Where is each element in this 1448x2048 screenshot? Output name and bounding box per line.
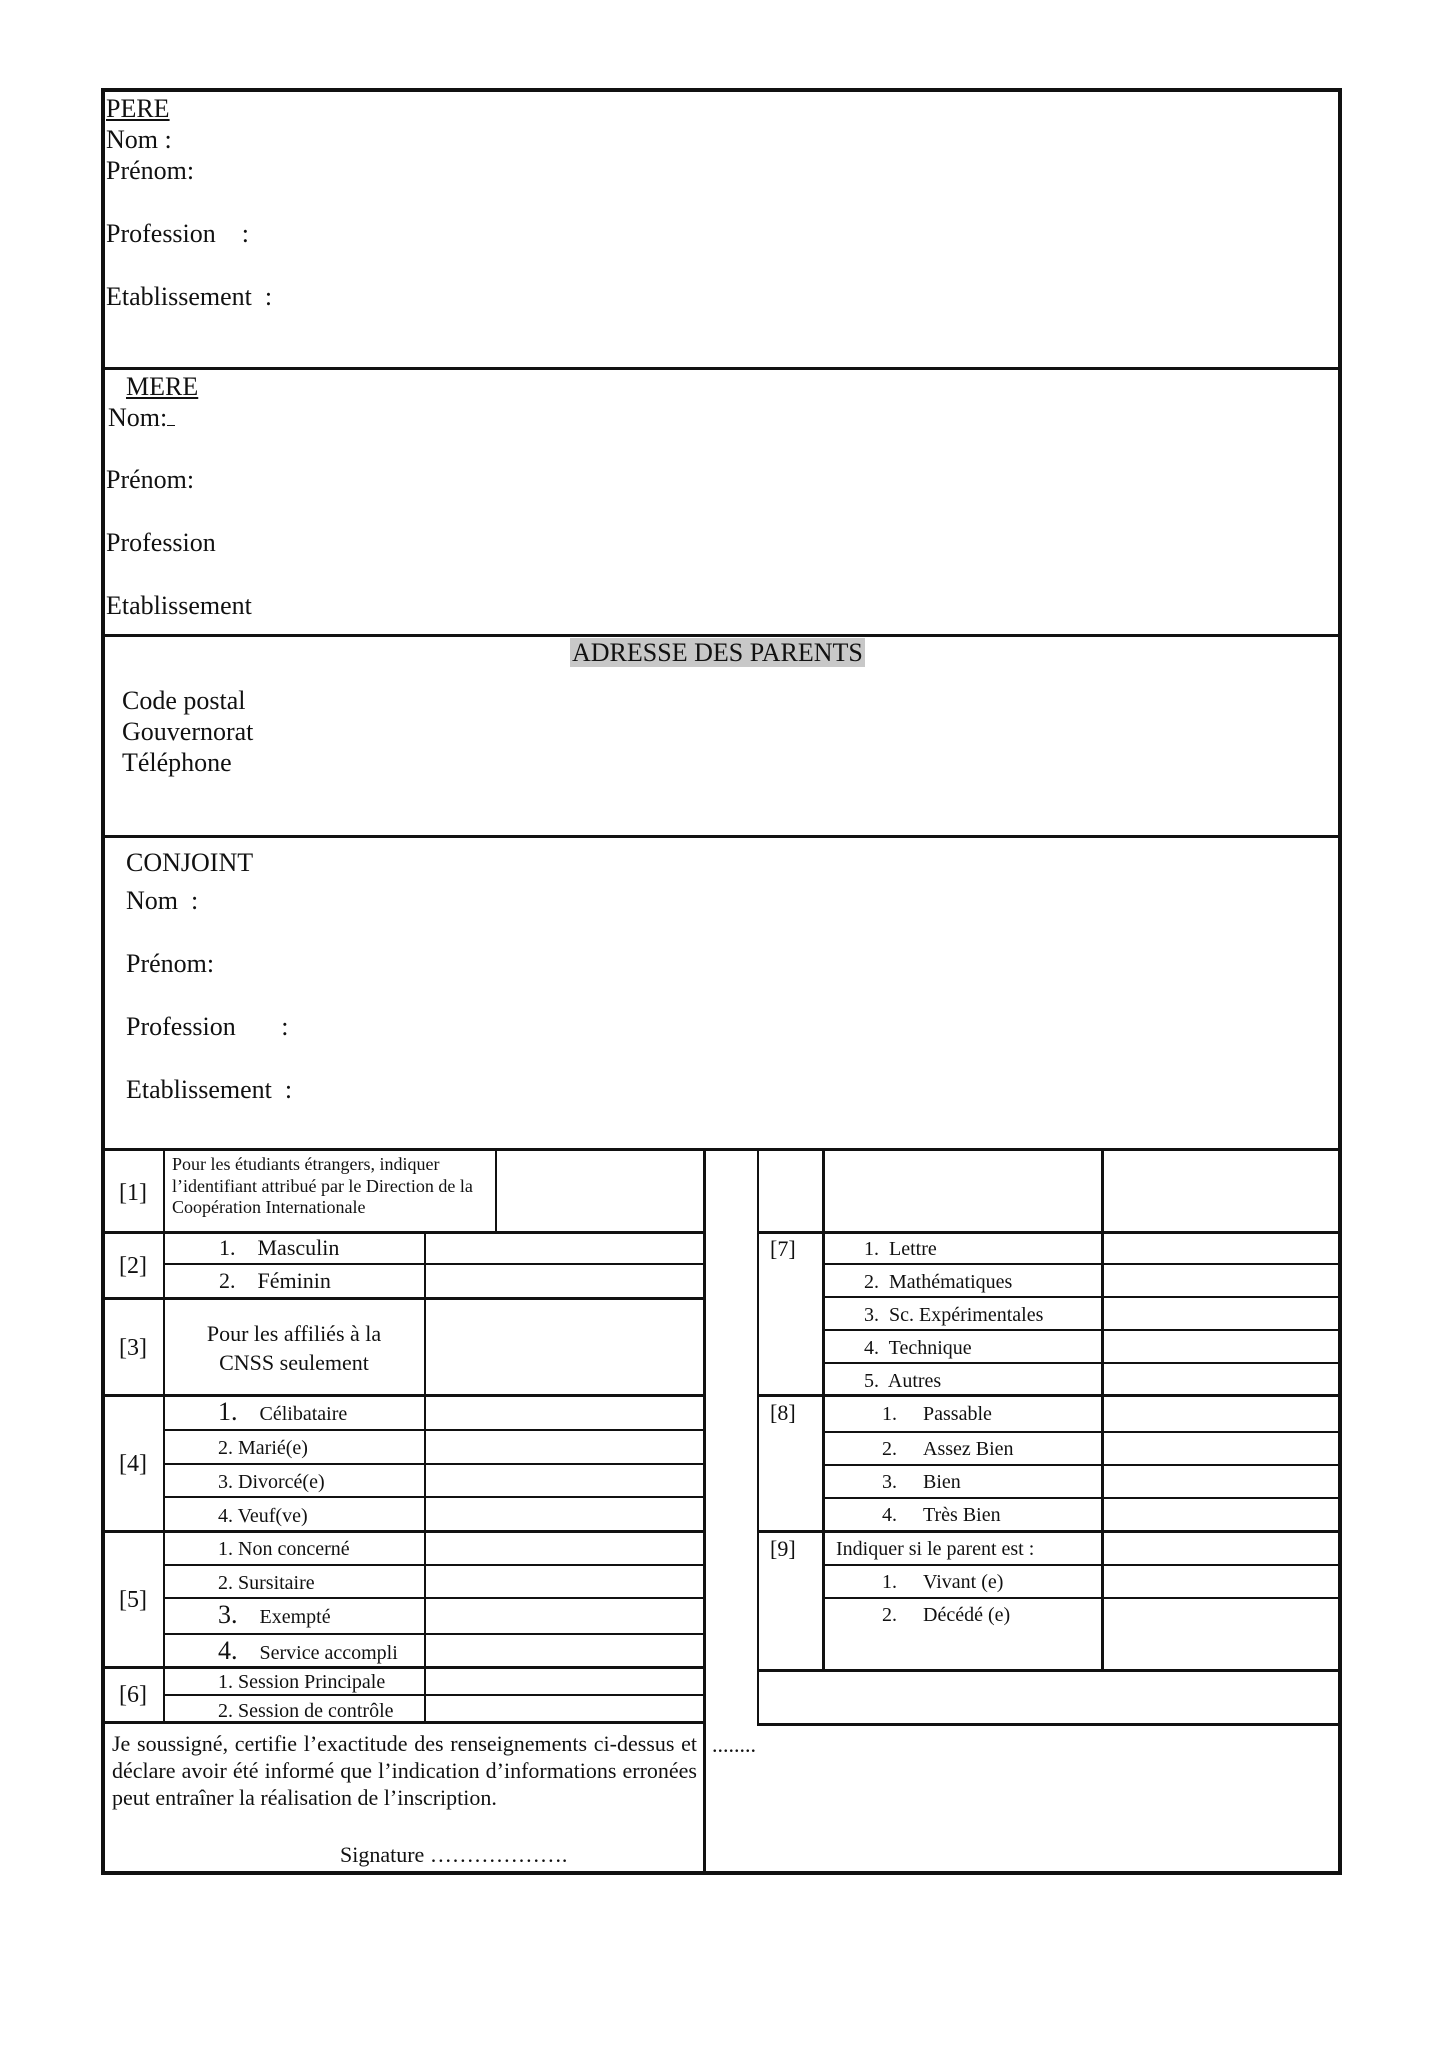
r4-item-marie: 2. Marié(e) (218, 1437, 308, 1459)
section-title-adresse: ADRESSE DES PARENTS (572, 638, 863, 667)
section-title-conjoint: CONJOINT (126, 848, 254, 877)
r4-item-veuf: 4. Veuf(ve) (218, 1505, 308, 1527)
ref-6: [6] (119, 1682, 147, 1708)
ref-1: [1] (119, 1180, 147, 1206)
right-row-border-1 (757, 1231, 1341, 1234)
r8-item-passable: 1. Passable (882, 1403, 992, 1425)
r2-item-masculin: 1. Masculin (219, 1235, 340, 1260)
declaration-right-field[interactable]: ........ (712, 1732, 756, 1757)
r5-item-non-concerne: 1. Non concerné (218, 1538, 350, 1560)
r5-item-service-accompli: 4. Service accompli (218, 1636, 398, 1665)
r6-minor-line (164, 1694, 704, 1696)
r3-text-line2: CNSS seulement (219, 1350, 369, 1375)
frame-bottom (101, 1871, 1342, 1875)
ref-4: [4] (119, 1451, 147, 1477)
r7-minor-line-4 (823, 1362, 1340, 1364)
left-row-border-3 (103, 1394, 705, 1397)
r7-item-technique: 4. Technique (864, 1337, 972, 1359)
right-ref-divider (822, 1150, 825, 1672)
r7-item-mathematiques: 2. Mathématiques (864, 1271, 1013, 1293)
signature-line[interactable]: Signature ………………. (340, 1842, 568, 1867)
ref-3: [3] (119, 1335, 147, 1361)
section-title-pere: PERE (106, 94, 170, 123)
pere-profession-label: Profession : (106, 219, 249, 248)
r4-minor-line-1 (164, 1429, 704, 1431)
conjoint-prenom-label: Prénom: (126, 949, 215, 978)
r7-minor-line-2 (823, 1296, 1340, 1298)
r2-item-feminin: 2. Féminin (219, 1268, 331, 1293)
mere-prenom-label: Prénom: (106, 465, 195, 494)
table-right-bottom-line (757, 1723, 1341, 1726)
frame-top (101, 88, 1341, 92)
r8-minor-line-1 (823, 1431, 1340, 1433)
r5-minor-line-1 (164, 1564, 704, 1566)
adresse-gouvernorat-label: Gouvernorat (122, 717, 254, 746)
left-ref-divider (163, 1150, 165, 1723)
r9-item-vivant: 1. Vivant (e) (882, 1571, 1004, 1593)
r9-item-decede: 2. Décédé (e) (882, 1604, 1011, 1626)
right-inner-divider (1101, 1150, 1104, 1672)
ref-7: [7] (770, 1236, 796, 1261)
left-row-border-6 (103, 1721, 705, 1724)
r7-minor-line-1 (823, 1263, 1340, 1265)
left-inner-divider (424, 1232, 426, 1723)
r9-header: Indiquer si le parent est : (836, 1538, 1035, 1560)
r4-minor-line-3 (164, 1496, 704, 1498)
adresse-telephone-label: Téléphone (122, 748, 232, 777)
ref-9: [9] (770, 1536, 796, 1561)
r4-minor-line-2 (164, 1463, 704, 1465)
left-row-border-4 (103, 1530, 705, 1533)
r8-item-bien: 3. Bien (882, 1471, 961, 1493)
ref-8: [8] (770, 1400, 796, 1425)
conjoint-nom-label: Nom : (126, 886, 199, 915)
r1-text: Pour les étudiants étrangers, indiquer l’identifiant attribué par le Direction de la Coopération Internationale (172, 1154, 473, 1218)
right-row-border-3 (757, 1530, 1341, 1533)
r8-minor-line-3 (823, 1497, 1340, 1499)
r7-item-lettre: 1. Lettre (864, 1238, 937, 1260)
r7-item-sc-experimentales: 3. Sc. Expérimentales (864, 1304, 1044, 1326)
divider-mere-adresse (101, 634, 1341, 637)
r7-minor-line-3 (823, 1329, 1340, 1331)
r9-minor-line-1 (823, 1564, 1340, 1566)
r4-item-celibataire: 1. Célibataire (218, 1397, 348, 1426)
ref-5: [5] (119, 1587, 147, 1613)
divider-adresse-conjoint (101, 835, 1341, 838)
r2-minor-line (164, 1263, 704, 1265)
mere-profession-label: Profession (106, 528, 216, 557)
r7-item-autres: 5. Autres (864, 1370, 942, 1392)
r5-minor-line-3 (164, 1633, 704, 1635)
conjoint-profession-label: Profession : (126, 1012, 289, 1041)
r9-minor-line-2 (823, 1597, 1340, 1599)
right-row-border-4 (757, 1669, 1341, 1672)
right-row-border-2 (757, 1394, 1341, 1397)
pere-etablissement-label: Etablissement : (106, 282, 273, 311)
table-center-line-2 (757, 1150, 759, 1725)
pere-nom-label: Nom : (106, 125, 172, 154)
r5-item-sursitaire: 2. Sursitaire (218, 1572, 315, 1594)
r1-inner-divider (495, 1150, 497, 1233)
left-row-border-5 (103, 1666, 705, 1669)
frame-right (1338, 88, 1342, 1875)
r4-item-divorce: 3. Divorcé(e) (218, 1471, 325, 1493)
ref-2: [2] (119, 1253, 147, 1279)
mere-nom-label: Nom: (108, 404, 175, 433)
table-center-line-1 (703, 1150, 706, 1874)
mere-etablissement-label: Etablissement (106, 591, 252, 620)
section-title-mere: MERE (126, 372, 199, 401)
frame-left (101, 88, 105, 1875)
divider-pere-mere (101, 367, 1341, 370)
pere-prenom-label: Prénom: (106, 156, 195, 185)
declaration-text: Je soussigné, certifie l’exactitude des renseignements ci-dessus et déclare avoir été informé que l’indication d’informations erronées peut entraîner la réalisation de l’inscription. (112, 1731, 697, 1810)
r5-item-exempte: 3. Exempté (218, 1600, 331, 1629)
left-row-border-1 (103, 1231, 705, 1234)
r8-item-tres-bien: 4. Très Bien (882, 1504, 1001, 1526)
adresse-code-postal-label: Code postal (122, 686, 246, 715)
r8-minor-line-2 (823, 1464, 1340, 1466)
conjoint-etablissement-label: Etablissement : (126, 1075, 293, 1104)
r6-item-session-principale: 1. Session Principale (218, 1671, 386, 1693)
r5-minor-line-2 (164, 1597, 704, 1599)
divider-conjoint-table (101, 1148, 1341, 1151)
r3-text-line1: Pour les affiliés à la (206, 1321, 382, 1346)
r6-item-session-controle: 2. Session de contrôle (218, 1700, 394, 1722)
left-row-border-2 (103, 1297, 705, 1300)
r8-item-assez-bien: 2. Assez Bien (882, 1438, 1014, 1460)
